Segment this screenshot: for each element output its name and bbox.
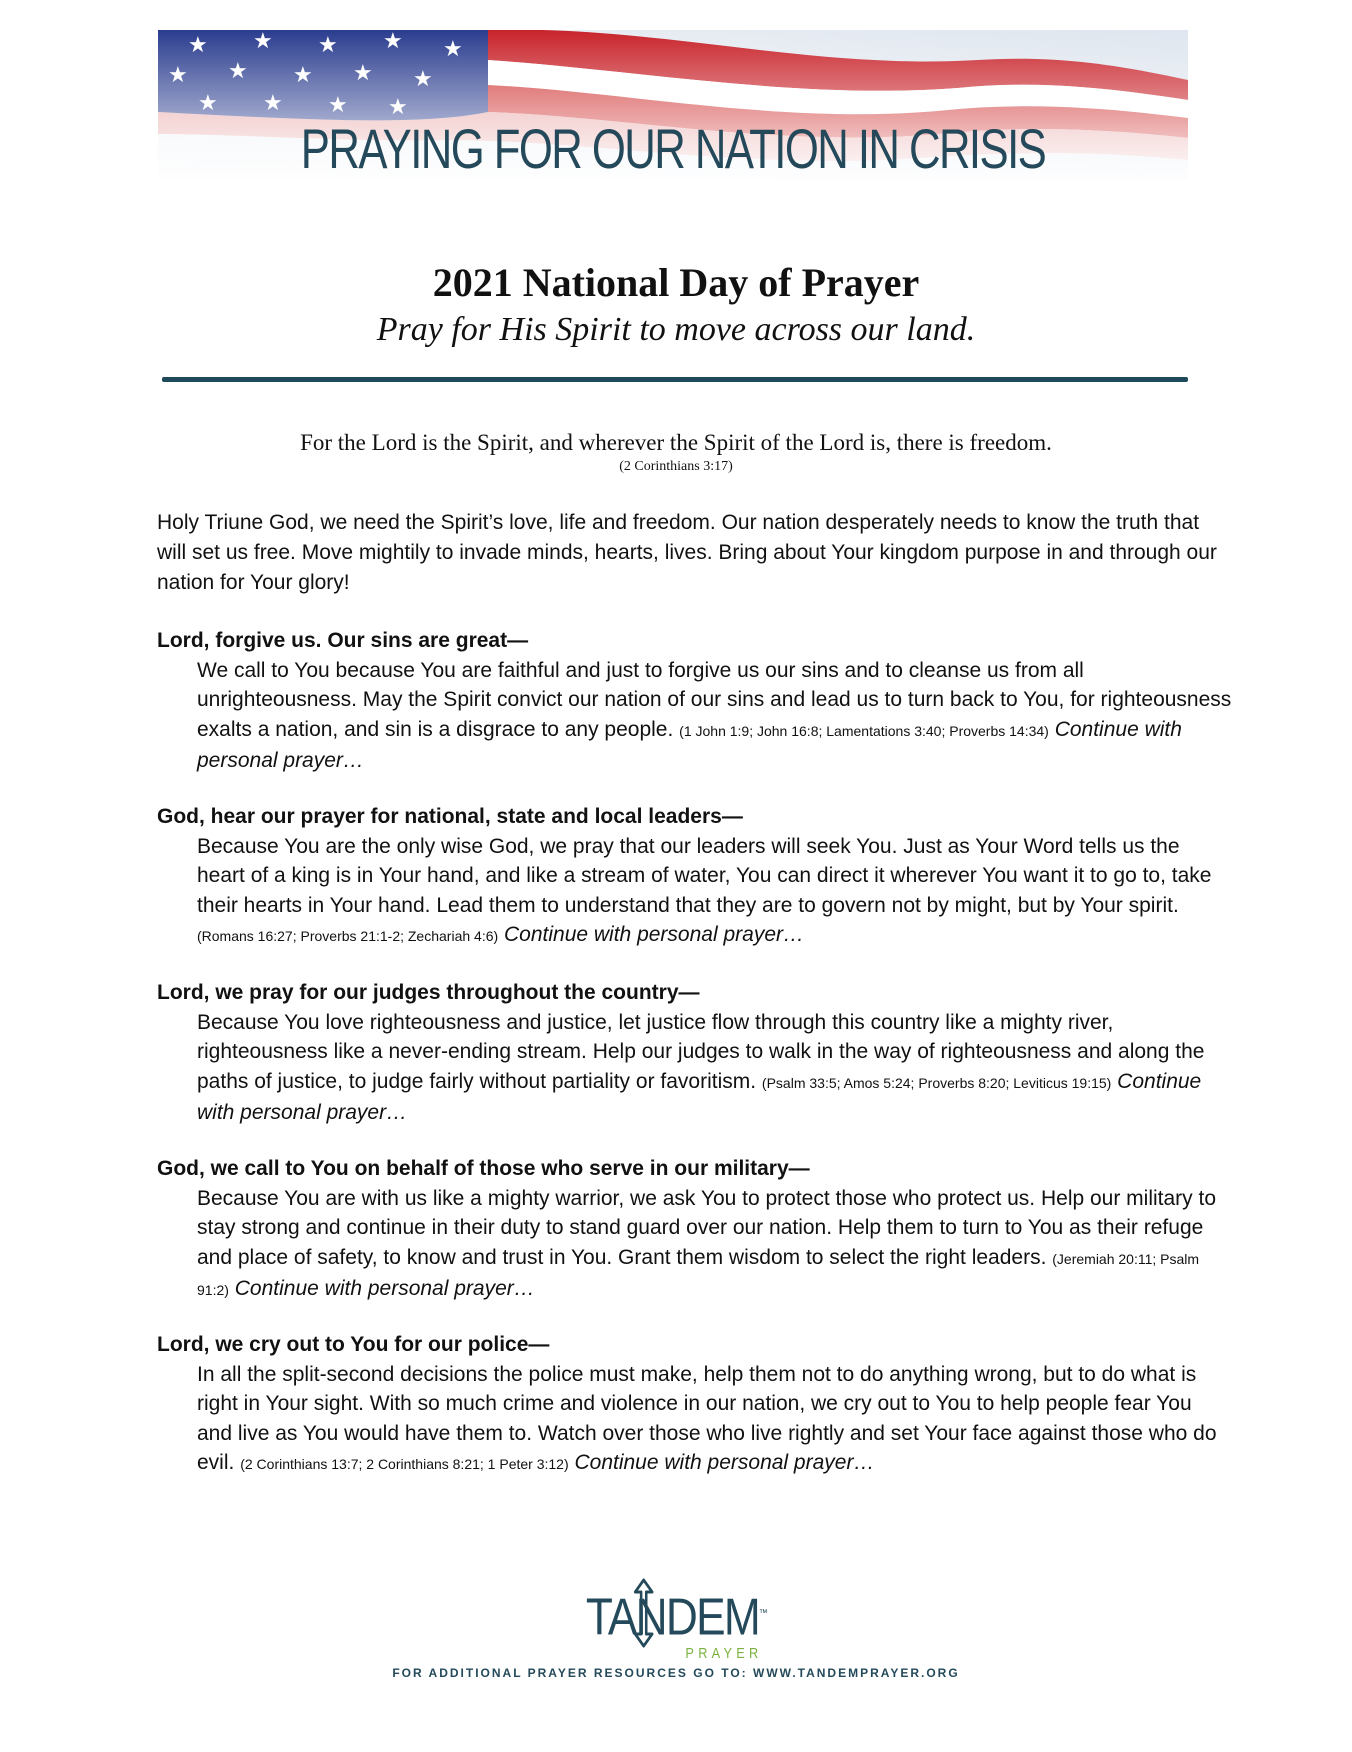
scripture-refs: (1 John 1:9; John 16:8; Lamentations 3:40; Proverbs 14:34) [679, 722, 1049, 739]
page-heading [0, 258, 1352, 352]
continue-prompt: Continue with personal prayer… [234, 1277, 535, 1300]
scripture-refs: (Psalm 33:5; Amos 5:24; Proverbs 8:20; Leviticus 19:15) [761, 1074, 1112, 1091]
footer-resources-link[interactable]: FOR ADDITIONAL PRAYER RESOURCES GO TO: WWW.TANDEMPRAYER.ORG [392, 1666, 960, 1680]
tandem-arrow-icon [634, 1578, 654, 1648]
section-text: Because You love righteousness and justice, let justice flow through this country like a mighty river, righteousness like a never-ending stream. Help our judges to walk in the way of righteousness and along the paths of justice, to judge fairly without partiality or favoritism. [197, 1010, 1205, 1093]
section-heading: God, we call to You on behalf of those who serve in our military— [157, 1157, 810, 1180]
prayer-section-military [157, 1154, 1232, 1306]
section-heading: Lord, forgive us. Our sins are great— [157, 629, 529, 652]
page-subtitle: Pray for His Spirit to move across our land. [376, 311, 976, 348]
logo-word-text: TANDEM [586, 1588, 760, 1647]
section-heading: Lord, we pray for our judges throughout the country— [157, 981, 700, 1004]
divider [162, 377, 1188, 382]
header-banner [158, 30, 1188, 180]
verse-reference: (2 Corinthians 3:17) [619, 459, 733, 474]
trademark-symbol: ™ [759, 1608, 766, 1619]
scripture-verse [0, 428, 1352, 476]
continue-prompt: Continue with personal prayer… [574, 1451, 875, 1474]
continue-prompt: Continue with personal prayer… [504, 923, 804, 946]
logo-subtitle: PRAYER [685, 1645, 763, 1662]
tandem-logo[interactable] [0, 1588, 1352, 1662]
section-heading: God, hear our prayer for national, state and local leaders— [157, 805, 743, 828]
page-title: 2021 National Day of Prayer [432, 260, 920, 305]
prayer-section-judges [157, 978, 1232, 1128]
verse-text: For the Lord is the Spirit, and wherever the Spirit of the Lord is, there is freedom. [300, 430, 1052, 455]
prayer-section-forgiveness [157, 626, 1232, 776]
section-body [157, 832, 1232, 952]
scripture-refs: (Romans 16:27; Proverbs 21:1-2; Zechariah 4:6) [197, 928, 499, 944]
continue-prompt: Continue with personal prayer… [197, 1069, 1202, 1124]
prayer-section-police [157, 1330, 1232, 1480]
logo-wordmark [586, 1588, 766, 1662]
section-text: In all the split-second decisions the police must make, help them not to do anything wrong, but to do what is right in Your sight. With so much crime and violence in our nation, we cry out to You to help people fear You and live as You would have them to. Watch over those who live rightly and set Your face against those who do evil. [197, 1362, 1217, 1474]
scripture-refs: (Jeremiah 20:11; Psalm 91:2) [197, 1250, 1200, 1298]
banner-title: PRAYING FOR OUR NATION IN CRISIS [300, 117, 1046, 180]
section-body [157, 1008, 1232, 1128]
intro-paragraph: Holy Triune God, we need the Spirit’s love, life and freedom. Our nation desperately needs to know the truth that will set us free. Move mightily to invade minds, hearts, lives. Bring about Your kingdom purpose in and through our nation for Your glory! [157, 511, 1217, 594]
section-body [157, 1184, 1232, 1306]
section-text: Because You are with us like a mighty warrior, we ask You to protect those who protect us. Help our military to stay strong and continue in their duty to stand guard over our nation. Help them to turn to You as their refuge and place of safety, to know and trust in You. Grant them wisdom to select the right leaders. [197, 1186, 1217, 1269]
section-body [157, 656, 1232, 776]
section-text: Because You are the only wise God, we pray that our leaders will seek You. Just as Your Word tells us the heart of a king is in Your hand, and like a stream of water, You can direct it wherever You want it to go to, take their hearts in Your hand. Lead them to understand that they are to govern not by might, but by Your spirit. [197, 834, 1212, 917]
scripture-refs: (2 Corinthians 13:7; 2 Corinthians 8:21; 1 Peter 3:12) [240, 1456, 569, 1472]
section-heading: Lord, we cry out to You for our police— [157, 1333, 550, 1356]
continue-prompt: Continue with personal prayer… [197, 717, 1182, 772]
prayer-section-leaders [157, 802, 1232, 952]
section-body [157, 1360, 1232, 1480]
section-text: We call to You because You are faithful and just to forgive us our sins and to cleanse us from all unrighteousness. May the Spirit convict our nation of our sins and lead us to turn back to You, for righteousness exalts a nation, and sin is a disgrace to any people. [197, 658, 1232, 741]
